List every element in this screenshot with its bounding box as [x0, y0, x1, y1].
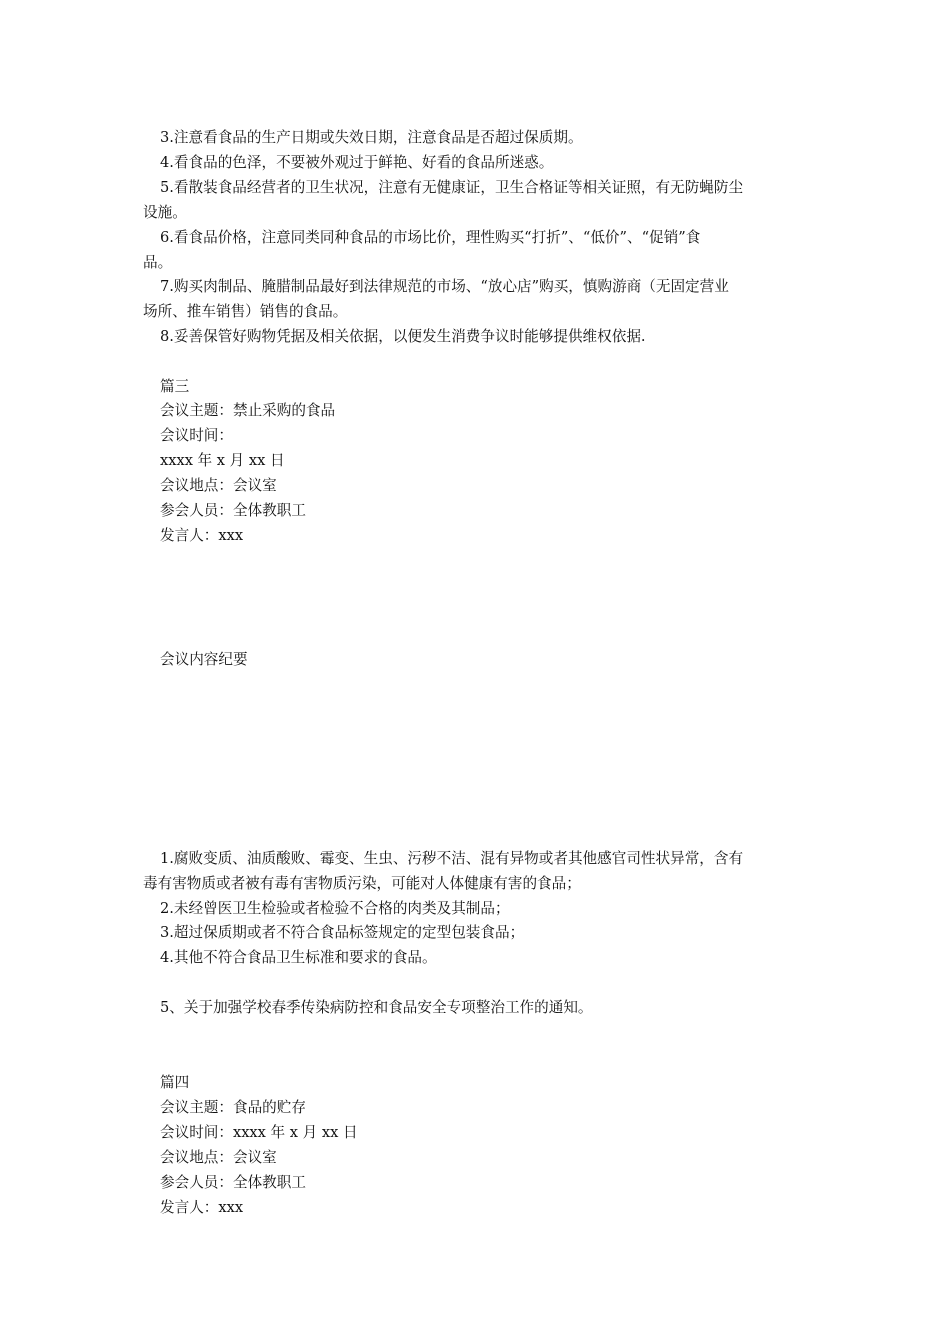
tip-item-7-line-1: 7.购买肉制品、腌腊制品最好到法律规范的市场、“放心店”购买，慎购游商（无固定营业 [160, 278, 729, 295]
section-3-item-3: 3.超过保质期或者不符合食品标签规定的定型包装食品； [160, 924, 525, 941]
section-3-item-1-line-1: 1.腐败变质、油质酸败、霉变、生虫、污秽不洁、混有异物或者其他感官司性状异常，含有 [160, 850, 744, 867]
tip-item-4: 4.看食品的色泽，不要被外观过于鲜艳、好看的食品所迷惑。 [160, 154, 554, 171]
tip-item-3: 3.注意看食品的生产日期或失效日期，注意食品是否超过保质期。 [160, 129, 583, 146]
section-4-speaker: 发言人：xxx [160, 1199, 244, 1216]
tip-item-6-line-2: 品。 [143, 254, 173, 271]
section-4-attendees: 参会人员：全体教职工 [160, 1174, 306, 1191]
tip-item-5-line-1: 5.看散装食品经营者的卫生状况，注意有无健康证，卫生合格证等相关证照，有无防蝇防尘 [160, 179, 744, 196]
section-4-title: 篇四 [160, 1074, 190, 1091]
section-4-topic: 会议主题：食品的贮存 [160, 1099, 306, 1116]
section-3-item-2: 2.未经曾医卫生检验或者检验不合格的肉类及其制品； [160, 900, 510, 917]
section-4-time: 会议时间：xxxx 年 x 月 xx 日 [160, 1124, 358, 1141]
tip-item-7-line-2: 场所、推车销售）销售的食品。 [143, 303, 348, 320]
section-3-item-5: 5、关于加强学校春季传染病防控和食品安全专项整治工作的通知。 [160, 999, 593, 1016]
section-3-topic: 会议主题：禁止采购的食品 [160, 402, 336, 419]
tip-item-5-line-2: 设施。 [143, 204, 187, 221]
section-3-title: 篇三 [160, 378, 190, 395]
section-3-summary-heading: 会议内容纪要 [160, 651, 248, 668]
tip-item-8: 8.妥善保管好购物凭据及相关依据，以便发生消费争议时能够提供维权依据. [160, 328, 646, 345]
tip-item-6-line-1: 6.看食品价格，注意同类同种食品的市场比价，理性购买“打折”、“低价”、“促销”食 [160, 229, 701, 246]
section-4-location: 会议地点：会议室 [160, 1149, 277, 1166]
section-3-speaker: 发言人：xxx [160, 527, 244, 544]
section-3-item-1-line-2: 毒有害物质或者被有毒有害物质污染，可能对人体健康有害的食品； [143, 875, 581, 892]
section-3-time-label: 会议时间： [160, 427, 233, 444]
section-3-date: xxxx 年 x 月 xx 日 [160, 452, 285, 469]
section-3-item-4: 4.其他不符合食品卫生标准和要求的食品。 [160, 949, 437, 966]
section-3-location: 会议地点：会议室 [160, 477, 277, 494]
section-3-attendees: 参会人员：全体教职工 [160, 502, 306, 519]
